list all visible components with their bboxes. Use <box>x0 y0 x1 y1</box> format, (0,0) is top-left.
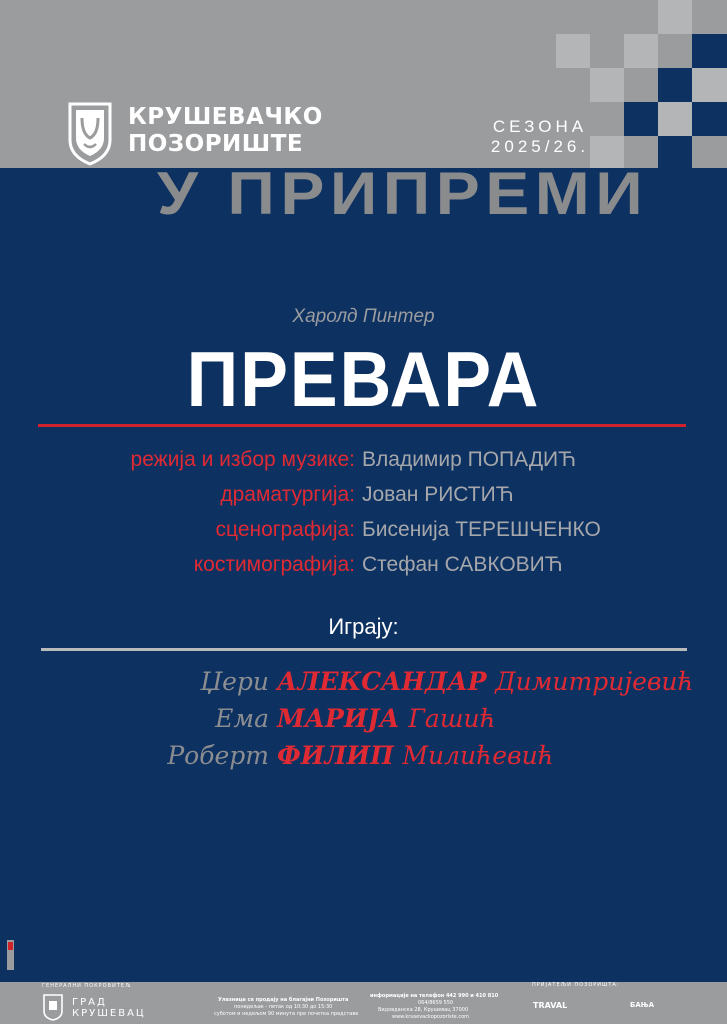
cast-character: Ема <box>215 704 269 733</box>
cast-row <box>0 666 727 703</box>
theatre-name-line2: ПОЗОРИШТЕ <box>128 131 304 157</box>
cast-character: Џери <box>200 667 269 696</box>
credit-person: Бисенија ТЕРЕШЧЕНКО <box>362 518 601 541</box>
actor-last-name: Гашић <box>408 704 496 733</box>
credit-role: сценографија: <box>215 518 355 541</box>
cast-row <box>0 703 727 740</box>
theatre-logo <box>66 100 114 166</box>
credit-row-dramaturgy <box>0 481 727 516</box>
credit-person: Стефан САВКОВИЋ <box>362 553 563 576</box>
cast-character: Роберт <box>167 741 269 770</box>
season-year: 2025/26. <box>490 137 590 156</box>
friends-label: ПРИЈАТЕЉИ ПОЗОРИШТА: <box>532 982 620 988</box>
tickets-line1: Улазнице се продају на благајни Позоришта <box>218 997 349 1003</box>
actor-first-name: АЛЕКСАНДАР <box>277 667 487 696</box>
actor-first-name: МАРИЈА <box>277 704 400 733</box>
credit-row-director <box>0 446 727 481</box>
play-author: Харолд Пинтер <box>292 306 435 327</box>
actor-last-name: Димитријевић <box>495 667 694 696</box>
title-divider <box>38 424 686 427</box>
theatre-name-line1: КРУШЕВАЧКО <box>128 104 323 130</box>
theatre-name <box>128 104 323 158</box>
city-line2: КРУШЕВАЦ <box>72 1008 146 1019</box>
actor-first-name: ФИЛИП <box>277 741 394 770</box>
info-line1: информације на телефон 442 990 и 410 810 <box>370 993 499 999</box>
cast-divider <box>41 648 687 651</box>
tickets-line2: понедељак - петак од 10:30 до 15:30 <box>234 1004 333 1010</box>
friend-logo-banja: БАЊА <box>630 1001 655 1009</box>
city-coat-of-arms-icon <box>42 993 64 1021</box>
season-label: СЕЗОНА <box>492 117 588 136</box>
credit-row-costumes <box>0 551 727 586</box>
actor-last-name: Милићевић <box>402 741 554 770</box>
status-heading: У ПРИПРЕМИ <box>157 160 649 227</box>
play-title: ПРЕВАРА <box>186 335 541 423</box>
credit-person: Владимир ПОПАДИЋ <box>362 448 577 471</box>
cast-actor <box>277 666 694 698</box>
city-line1: ГРАД <box>72 997 107 1008</box>
friend-logo-traval: TRAVAL <box>533 1001 568 1010</box>
credit-role: драматургија: <box>220 483 355 506</box>
general-sponsor-label: ГЕНЕРАЛНИ ПОКРОВИТЕЉ <box>42 983 132 989</box>
cast-row <box>0 740 727 777</box>
print-mark-icon <box>6 940 15 970</box>
cast-heading: Играју: <box>328 614 399 639</box>
credit-role: режија и избор музике: <box>130 448 355 471</box>
cast-list <box>0 666 727 777</box>
info-line4: www.krusevackopozoriste.com <box>392 1014 470 1020</box>
season-block <box>476 117 604 157</box>
cast-actor <box>277 703 496 735</box>
tickets-line3: суботом и недељом 90 минута пре почетка представе <box>214 1011 359 1017</box>
info-line2: 064/8659 550 <box>418 1000 454 1006</box>
credit-role: костимографија: <box>193 553 355 576</box>
sponsor-footer <box>0 982 727 1024</box>
credits-list <box>0 446 727 586</box>
credit-person: Јован РИСТИЋ <box>362 483 514 506</box>
credit-row-scenography <box>0 516 727 551</box>
info-line3: Видовданска 28, Крушевац 37000 <box>378 1007 469 1013</box>
cast-actor <box>277 740 554 772</box>
